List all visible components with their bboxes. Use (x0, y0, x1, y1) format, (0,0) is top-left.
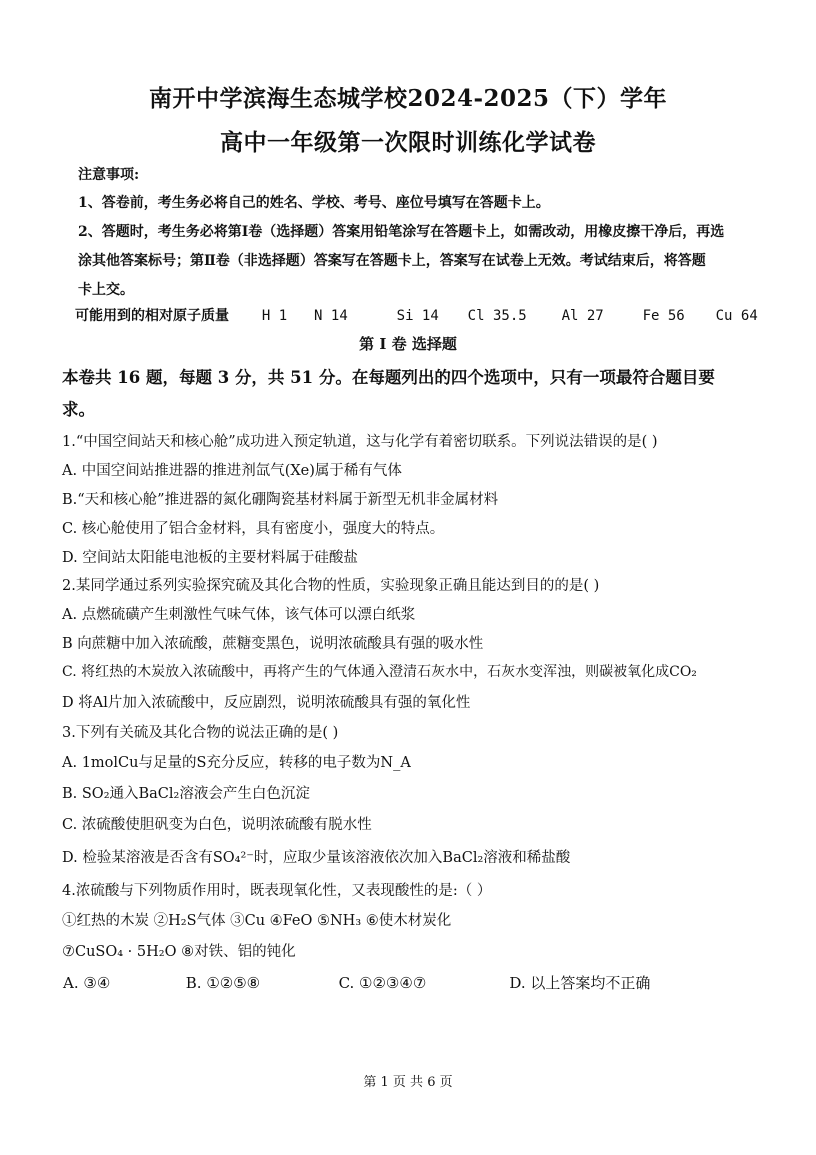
atomic-mass-cu: Cu 64 (715, 308, 758, 324)
exam-title-line2: 高中一年级第一次限时训练化学试卷 (220, 129, 596, 156)
atomic-mass-h: H 1 (261, 308, 288, 324)
question-4-options (63, 972, 650, 993)
notes-item-1: 1、答卷前，考生务必将自己的姓名、学校、考号、座位号填写在答题卡上。 (78, 195, 550, 211)
question-1-option-d: D. 空间站太阳能电池板的主要材料属于硅酸盐 (62, 550, 358, 566)
question-4-option-d: D. 以上答案均不正确 (509, 974, 651, 992)
question-4-items-line1: ①红热的木炭 ②H₂S气体 ③Cu ④FeO ⑤NH₃ ⑥使木材炭化 (62, 913, 452, 929)
question-2-stem: 2.某同学通过系列实验探究硫及其化合物的性质，实验现象正确且能达到目的的是( ) (62, 578, 600, 594)
atomic-mass-label: 可能用到的相对原子质量 (75, 308, 229, 324)
notes-item-2-line1: 2、答题时，考生务必将第Ⅰ卷（选择题）答案用铅笔涂写在答题卡上，如需改动，用橡皮擦干净后，再选 (78, 224, 725, 240)
question-4-option-a: A. ③④ (63, 974, 111, 992)
section-intro-line1: 本卷共 16 题，每题 3 分，共 51 分。在每题列出的四个选项中，只有一项最符合题目要 (62, 368, 715, 387)
question-4-option-b: B. ①②⑤⑧ (185, 974, 261, 992)
section-intro-line2: 求。 (62, 400, 95, 419)
page-footer: 第 1 页 共 6 页 (363, 1075, 453, 1090)
question-2-option-d: D 将Al片加入浓硫酸中，反应剧烈，说明浓硫酸具有强的氧化性 (62, 695, 471, 711)
atomic-mass-cl: Cl 35.5 (467, 308, 527, 324)
atomic-mass-al: Al 27 (561, 308, 604, 324)
question-4-option-c: C. ①②③④⑦ (338, 974, 427, 992)
question-2-option-a: A. 点燃硫磺产生刺激性气味气体，该气体可以漂白纸浆 (62, 607, 416, 623)
question-3-option-a: A. 1molCu与足量的S充分反应，转移的电子数为N_A (62, 755, 411, 771)
question-3-option-d: D. 检验某溶液是否含有SO₄²⁻时，应取少量该溶液依次加入BaCl₂溶液和稀盐酸 (62, 850, 571, 866)
question-4-stem: 4.浓硫酸与下列物质作用时，既表现氧化性，又表现酸性的是:（ ） (62, 883, 492, 899)
question-2-option-c: C. 将红热的木炭放入浓硫酸中，再将产生的气体通入澄清石灰水中，石灰水变浑浊，则碳被氧化成CO₂ (62, 664, 697, 680)
atomic-mass-n: N 14 (314, 308, 348, 324)
notes-heading: 注意事项: (78, 167, 140, 183)
question-1-option-c: C. 核心舱使用了铝合金材料，具有密度小，强度大的特点。 (62, 521, 445, 537)
question-2-option-b: B 向蔗糖中加入浓硫酸，蔗糖变黑色，说明浓硫酸具有强的吸水性 (62, 636, 484, 652)
atomic-mass-row (75, 305, 758, 325)
atomic-mass-fe: Fe 56 (642, 308, 685, 324)
question-1-option-a: A. 中国空间站推进器的推进剂氙气(Xe)属于稀有气体 (62, 463, 402, 479)
question-3-option-b: B. SO₂通入BaCl₂溶液会产生白色沉淀 (62, 786, 310, 802)
notes-item-2-line3: 卡上交。 (78, 282, 134, 298)
question-3-stem: 3.下列有关硫及其化合物的说法正确的是( ) (62, 725, 339, 741)
question-1-stem: 1.“中国空间站天和核心舱”成功进入预定轨道，这与化学有着密切联系。下列说法错误的是( ) (62, 434, 658, 450)
question-4-items-line2: ⑦CuSO₄ · 5H₂O ⑧对铁、铝的钝化 (62, 944, 296, 960)
atomic-mass-si: Si 14 (396, 308, 439, 324)
notes-item-2-line2: 涂其他答案标号；第Ⅱ卷（非选择题）答案写在答题卡上，答案写在试卷上无效。考试结束后，将答题 (78, 253, 706, 269)
question-3-option-c: C. 浓硫酸使胆矾变为白色，说明浓硫酸有脱水性 (62, 817, 372, 833)
exam-title-line1: 南开中学滨海生态城学校2024-2025（下）学年 (148, 85, 668, 112)
question-1-option-b: B.“天和核心舱”推进器的氮化硼陶瓷基材料属于新型无机非金属材料 (62, 492, 499, 508)
section-title: 第 I 卷 选择题 (359, 335, 457, 353)
